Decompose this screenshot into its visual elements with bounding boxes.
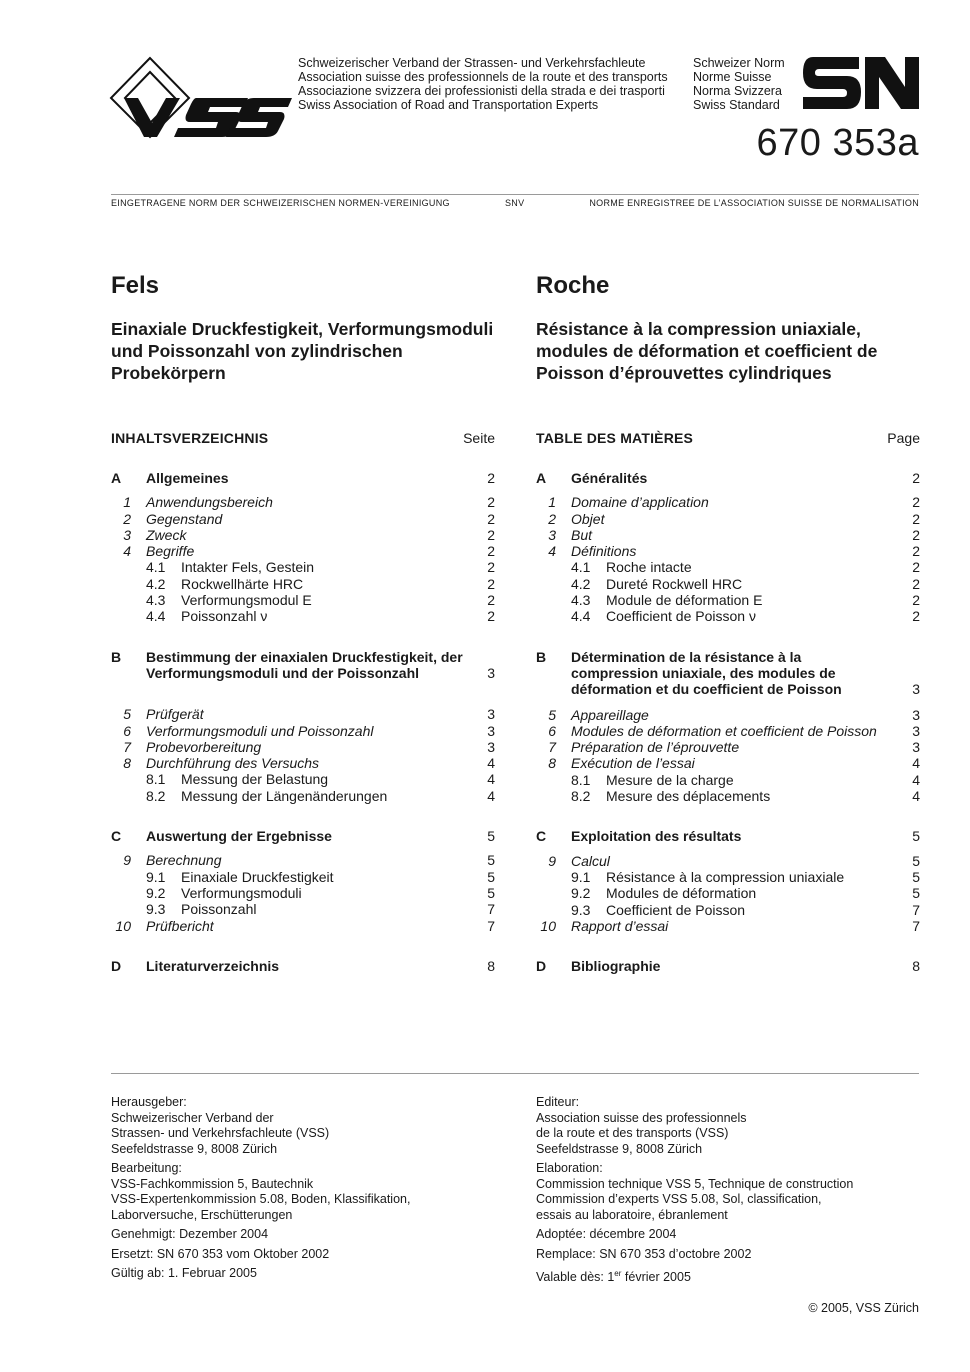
toc-item-7-fr: 7 Préparation de l’éprouvette 3	[548, 739, 920, 756]
toc-subitem-9-3-fr: 9.3 Coefficient de Poisson 7	[571, 901, 920, 918]
toc-item-7: 7 Probevorbereitung 3	[123, 738, 495, 755]
standard-labels	[693, 56, 785, 112]
registration-de: EINGETRAGENE NORM DER SCHWEIZERISCHEN NORMEN-VEREINIGUNG	[111, 198, 450, 208]
toc-item-8-fr: 8 Exécution de l’essai 4	[548, 755, 920, 772]
valid-de: Gültig ab: 1. Februar 2005	[111, 1266, 257, 1280]
column-de	[111, 268, 495, 974]
toc-item-2: 2 Gegenstand 2	[123, 510, 495, 527]
association-name-en: Swiss Association of Road and Transportation Experts	[298, 98, 599, 112]
standard-label-it: Norma Svizzera	[693, 84, 782, 98]
toc-section-d: D Literaturverzeichnis 8	[111, 957, 495, 974]
toc-subitem-8-1: 8.1 Messung der Belastung 4	[146, 771, 495, 788]
toc-section-c-fr: C Exploitation des résultats 5	[536, 828, 920, 845]
toc-section-b-fr: B Détermination de la résistance à la compression uniaxiale, des modules de déformation et du coefficient de Poisson 3	[536, 648, 920, 698]
replaces-de: Ersetzt: SN 670 353 vom Oktober 2002	[111, 1246, 330, 1261]
toc-heading-de: INHALTSVERZEICHNIS	[111, 430, 269, 446]
column-fr	[536, 268, 920, 974]
toc-subitem-4-1-fr: 4.1 Roche intacte 2	[571, 559, 920, 576]
toc-item-4: 4 Begriffe 2	[123, 543, 495, 560]
toc-header-fr	[536, 430, 920, 448]
toc-subitem-8-1-fr: 8.1 Mesure de la charge 4	[571, 771, 920, 788]
registration-snv: SNV	[505, 198, 525, 208]
toc-item-3: 3 Zweck 2	[123, 526, 495, 543]
standard-label-de: Schweizer Norm	[693, 56, 785, 70]
toc-section-a-fr: A Généralités 2	[536, 470, 920, 486]
approved-fr: Adoptée: décembre 2004	[536, 1227, 677, 1241]
toc-subitem-9-3: 9.3 Poissonzahl 7	[146, 901, 495, 918]
toc-item-2-fr: 2 Objet 2	[548, 510, 920, 527]
copyright: © 2005, VSS Zürich	[808, 1301, 919, 1315]
toc-subitem-4-3-fr: 4.3 Module de déformation E 2	[571, 592, 920, 609]
toc-heading-fr: TABLE DES MATIÈRES	[536, 430, 694, 446]
toc-subitem-9-1: 9.1 Einaxiale Druckfestigkeit 5	[146, 868, 495, 885]
approved-de: Genehmigt: Dezember 2004	[111, 1227, 269, 1241]
title-de: Fels	[111, 272, 160, 299]
toc-subitem-8-2-fr: 8.2 Mesure des déplacements 4	[571, 788, 920, 805]
toc-item-4-fr: 4 Définitions 2	[548, 543, 920, 560]
toc-section-c: C Auswertung der Ergebnisse 5	[111, 828, 495, 845]
valid-fr: Valable dès: 1er février 2005	[536, 1269, 691, 1285]
subtitle-de: Einaxiale Druckfestigkeit, Verformungsmoduli und Poissonzahl von zylindrischen Probekörpern	[111, 319, 494, 383]
publisher-info-fr	[536, 1095, 920, 1290]
publisher-info-de	[111, 1095, 495, 1286]
toc-subitem-9-2: 9.2 Verformungsmoduli 5	[146, 884, 495, 901]
toc-item-5-fr: 5 Appareillage 3	[548, 706, 920, 723]
registration-fr: NORME ENREGISTREE DE L’ASSOCIATION SUISSE DE NORMALISATION	[589, 198, 919, 208]
toc-section-b: B Bestimmung der einaxialen Druckfestigkeit, der Verformungsmoduli und der Poissonzahl 3	[111, 648, 495, 681]
toc-subitem-4-1: 4.1 Intakter Fels, Gestein 2	[146, 559, 495, 576]
toc-item-9-fr: 9 Calcul 5	[548, 852, 920, 869]
document-number: 670 353a	[756, 122, 919, 164]
toc-subitem-4-2-fr: 4.2 Dureté Rockwell HRC 2	[571, 575, 920, 592]
toc-page-label-de: Seite	[463, 430, 495, 446]
header-rule	[111, 194, 919, 195]
toc-page-label-fr: Page	[887, 430, 920, 446]
toc-item-8: 8 Durchführung des Versuchs 4	[123, 755, 495, 772]
title-fr: Roche	[536, 272, 610, 299]
toc-subitem-4-2: 4.2 Rockwellhärte HRC 2	[146, 575, 495, 592]
toc-subitem-4-4-fr: 4.4 Coefficient de Poisson ν 2	[571, 608, 920, 625]
toc-item-10: 10 Prüfbericht 7	[115, 917, 495, 934]
association-name-fr: Association suisse des professionnels de la route et des transports	[298, 70, 668, 84]
publisher-block-de: Herausgeber: Schweizerischer Verband der Strassen- und Verkehrsfachleute (VSS) Seefeldstrasse 9, 8008 Zürich	[111, 1095, 330, 1156]
editing-block-de: Bearbeitung: VSS-Fachkommission 5, Bautechnik VSS-Expertenkommission 5.08, Boden, Klassifikation, Laborversuche, Erschütterungen	[111, 1161, 411, 1222]
toc-item-9: 9 Berechnung 5	[123, 852, 495, 869]
toc-item-6: 6 Verformungsmoduli und Poissonzahl 3	[123, 722, 495, 739]
toc-subitem-4-4: 4.4 Poissonzahl ν 2	[146, 608, 495, 625]
toc-section-d-fr: D Bibliographie 8	[536, 958, 920, 975]
toc-item-6-fr: 6 Modules de déformation et coefficient de Poisson 3	[548, 722, 920, 739]
sn-logo	[803, 57, 919, 109]
toc-item-3-fr: 3 But 2	[548, 526, 920, 543]
association-name-it: Associazione svizzera dei professionisti della strada e dei trasporti	[298, 84, 665, 98]
association-names	[298, 56, 668, 112]
toc-item-10-fr: 10 Rapport d’essai 7	[540, 917, 920, 934]
standard-label-en: Swiss Standard	[693, 98, 780, 112]
editing-block-fr: Elaboration: Commission technique VSS 5, Technique de construction Commission d’experts VSS 5.08, Sol, classification, essais au laboratoire, ébranlement	[536, 1161, 854, 1222]
toc-subitem-4-3: 4.3 Verformungsmodul E 2	[146, 592, 495, 609]
registration-line	[111, 198, 919, 210]
standard-label-fr: Norme Suisse	[693, 70, 772, 84]
toc-section-a: A Allgemeines 2	[111, 470, 495, 486]
toc-subitem-9-1-fr: 9.1 Résistance à la compression uniaxiale 5	[571, 868, 920, 885]
toc-item-5: 5 Prüfgerät 3	[123, 706, 495, 723]
toc-subitem-8-2: 8.2 Messung der Längenänderungen 4	[146, 787, 495, 804]
association-name-de: Schweizerischer Verband der Strassen- und Verkehrsfachleute	[298, 56, 646, 70]
publisher-block-fr: Editeur: Association suisse des professionnels de la route et des transports (VSS) Seefeldstrasse 9, 8008 Zürich	[536, 1095, 747, 1156]
subtitle-fr: Résistance à la compression uniaxiale, modules de déformation et coefficient de Poisson d’éprouvettes cylindriques	[536, 319, 878, 383]
vss-logo	[108, 55, 292, 140]
toc-subitem-9-2-fr: 9.2 Modules de déformation 5	[571, 885, 920, 902]
toc-item-1-fr: 1 Domaine d’application 2	[548, 494, 920, 511]
toc-header-de	[111, 430, 495, 448]
footer-rule	[111, 1073, 919, 1074]
replaces-fr: Remplace: SN 670 353 d’octobre 2002	[536, 1246, 752, 1261]
toc-item-1: 1 Anwendungsbereich 2	[123, 494, 495, 511]
